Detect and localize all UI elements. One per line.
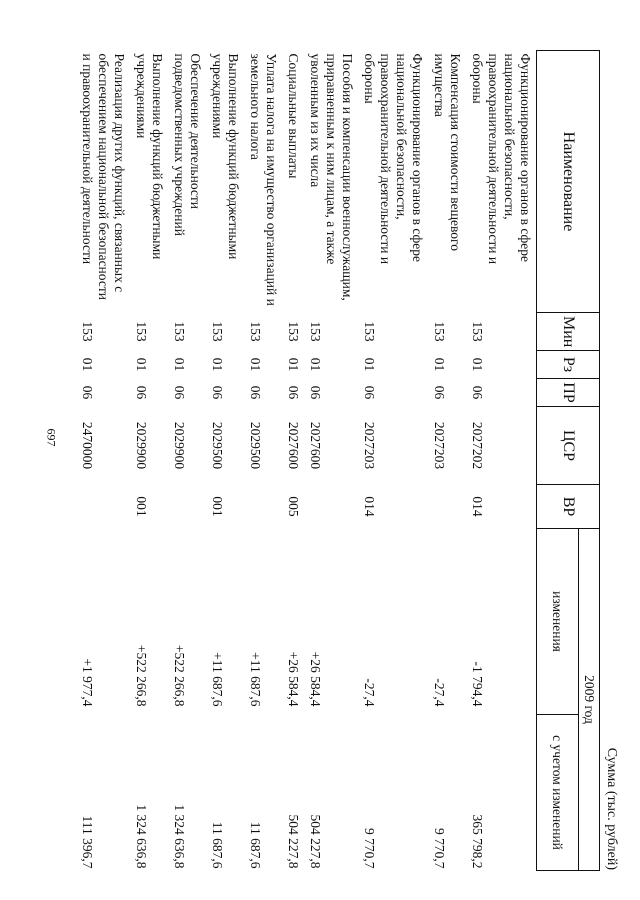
row-vr: 001 — [134, 496, 149, 517]
row-rz: 01 — [432, 357, 447, 372]
row-rz: 01 — [362, 357, 377, 372]
row-csr: 2029500 — [210, 421, 225, 470]
row-vr: 005 — [286, 496, 301, 517]
table-row — [206, 51, 244, 871]
row-change: +26 584,4 — [308, 651, 323, 707]
header-total: с учетом изменений — [537, 715, 579, 871]
row-name: Уплата налога на имущество организаций и земельного налога — [248, 53, 279, 306]
header-row-year — [579, 51, 600, 871]
header-vr: ВР — [537, 485, 600, 529]
header-pr: ПР — [537, 379, 600, 407]
row-rz: 01 — [172, 357, 187, 372]
row-vr: 001 — [210, 496, 225, 517]
row-csr: 2027203 — [362, 421, 377, 470]
header-rz: Рз — [537, 351, 600, 379]
row-csr: 2027202 — [470, 421, 485, 470]
row-name: Функционирование органов в сфере национальной безопасности, правоохранительной деятельности и обороны — [470, 53, 533, 265]
row-rz: 01 — [80, 357, 95, 372]
row-min: 153 — [80, 321, 95, 342]
row-min: 153 — [134, 321, 149, 342]
table-row — [130, 51, 168, 871]
units-label: Сумма (тыс. рублей) — [604, 747, 619, 870]
row-min: 153 — [286, 321, 301, 342]
row-pr: 06 — [248, 385, 263, 400]
row-vr: 014 — [362, 496, 377, 517]
row-pr: 06 — [210, 385, 225, 400]
row-total: 1 324 636,8 — [134, 804, 149, 869]
row-change: +11 687,6 — [248, 652, 263, 707]
header-csr: ЦСР — [537, 407, 600, 485]
row-total: 111 396,7 — [80, 815, 95, 869]
row-pr: 06 — [362, 385, 377, 400]
row-vr — [244, 485, 282, 529]
row-change: +11 687,6 — [210, 652, 225, 707]
header-change: изменения — [537, 529, 579, 715]
table-row — [168, 51, 206, 871]
row-min: 153 — [248, 321, 263, 342]
row-vr — [304, 485, 358, 529]
row-pr: 06 — [308, 385, 323, 400]
row-total: 11 687,6 — [248, 821, 263, 869]
row-change: +1 977,4 — [80, 658, 95, 707]
row-pr: 06 — [432, 385, 447, 400]
row-vr — [168, 485, 206, 529]
table-row — [76, 51, 130, 871]
row-pr: 06 — [286, 385, 301, 400]
row-rz: 01 — [308, 357, 323, 372]
table-row — [282, 51, 304, 871]
row-name: Социальные выплаты — [286, 53, 301, 179]
row-change: -27,4 — [432, 678, 447, 707]
row-total: 504 227,8 — [286, 814, 301, 869]
row-min: 153 — [362, 321, 377, 342]
row-change: +522 266,8 — [172, 644, 187, 707]
row-total: 9 770,7 — [362, 828, 377, 869]
row-min: 153 — [308, 321, 323, 342]
budget-table — [76, 50, 600, 871]
row-name: Выполнение функций бюджетными учреждениями — [134, 53, 165, 260]
row-total: 11 687,6 — [210, 821, 225, 869]
row-name: Реализация других функций, связанных с обеспечением национальной безопасности и правоохранительной деятельности — [80, 53, 127, 300]
row-min: 153 — [432, 321, 447, 342]
row-name: Пособия и компенсации военнослужащим, приравненным к ним лицам, а также уволенным из их числа — [308, 53, 355, 301]
row-csr: 2027203 — [432, 421, 447, 470]
row-pr: 06 — [134, 385, 149, 400]
row-csr: 2029900 — [172, 421, 187, 470]
row-rz: 01 — [210, 357, 225, 372]
row-csr: 2470000 — [80, 421, 95, 470]
row-total: 365 798,2 — [470, 814, 485, 869]
row-rz: 01 — [134, 357, 149, 372]
row-pr: 06 — [470, 385, 485, 400]
row-csr: 2029900 — [134, 421, 149, 470]
row-name: Обеспечение деятельности подведомственных учреждений — [172, 53, 203, 236]
row-rz: 01 — [470, 357, 485, 372]
row-rz: 01 — [286, 357, 301, 372]
row-pr: 06 — [172, 385, 187, 400]
table-row — [358, 51, 428, 871]
row-vr — [428, 485, 466, 529]
page-number: 697 — [44, 428, 59, 447]
rotated-table-area — [80, 50, 620, 870]
table-row — [244, 51, 282, 871]
header-min: Мин — [537, 313, 600, 351]
row-total: 504 227,8 — [308, 814, 323, 869]
row-csr: 2029500 — [248, 421, 263, 470]
row-rz: 01 — [248, 357, 263, 372]
row-name: Выполнение функций бюджетными учреждениями — [210, 53, 241, 260]
row-name: Функционирование органов в сфере национальной безопасности, правоохранительной деятельности и обороны — [362, 53, 425, 265]
table-row — [304, 51, 358, 871]
table-row — [466, 51, 537, 871]
row-min: 153 — [210, 321, 225, 342]
header-name: Наименование — [537, 51, 600, 313]
row-change: -27,4 — [362, 678, 377, 707]
row-change: +26 584,4 — [286, 651, 301, 707]
table-body — [76, 51, 537, 871]
row-total: 9 770,7 — [432, 828, 447, 869]
row-change: -1 794,4 — [470, 661, 485, 707]
header-year: 2009 год — [579, 529, 600, 871]
row-min: 153 — [470, 321, 485, 342]
row-csr: 2027600 — [308, 421, 323, 470]
row-min: 153 — [172, 321, 187, 342]
row-csr: 2027600 — [286, 421, 301, 470]
table-row — [428, 51, 466, 871]
row-pr: 06 — [80, 385, 95, 400]
row-vr: 014 — [470, 496, 485, 517]
row-change: +522 266,8 — [134, 644, 149, 707]
row-total: 1 324 636,8 — [172, 804, 187, 869]
row-vr — [76, 485, 130, 529]
row-name: Компенсация стоимости вещевого имущества — [432, 53, 463, 251]
